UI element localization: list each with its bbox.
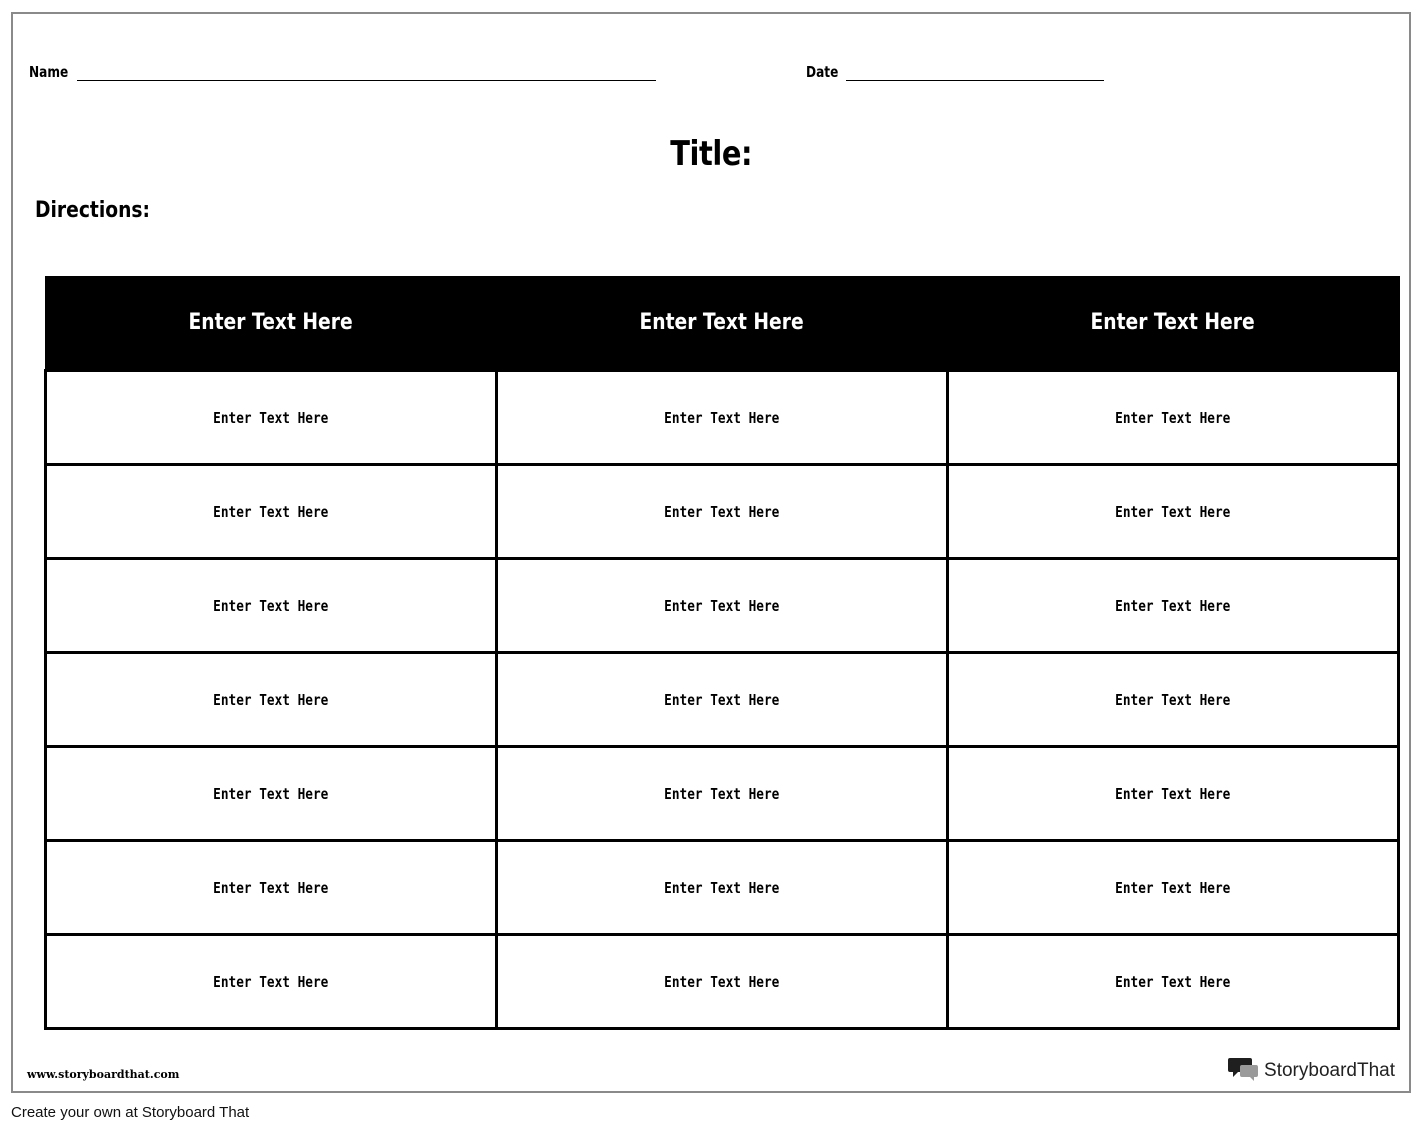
table-header-row [46, 276, 1399, 371]
table-cell[interactable]: Enter Text Here [46, 559, 497, 653]
date-line[interactable] [846, 80, 1104, 81]
table-cell[interactable]: Enter Text Here [46, 841, 497, 935]
table-row [46, 371, 1399, 465]
table-row [46, 465, 1399, 559]
table-header-cell[interactable]: Enter Text Here [497, 276, 948, 371]
table-cell[interactable]: Enter Text Here [948, 841, 1399, 935]
table-cell[interactable]: Enter Text Here [46, 747, 497, 841]
table-header-cell[interactable]: Enter Text Here [46, 276, 497, 371]
table-cell[interactable]: Enter Text Here [46, 371, 497, 465]
name-label: Name [29, 63, 69, 81]
storyboardthat-logo[interactable] [1228, 1056, 1395, 1086]
table-row [46, 559, 1399, 653]
table-cell[interactable]: Enter Text Here [46, 465, 497, 559]
speech-bubbles-icon [1228, 1056, 1260, 1086]
table-cell[interactable]: Enter Text Here [948, 559, 1399, 653]
table-cell[interactable]: Enter Text Here [497, 465, 948, 559]
table-cell[interactable]: Enter Text Here [948, 653, 1399, 747]
directions-label: Directions: [35, 198, 151, 223]
table-row [46, 841, 1399, 935]
table-cell[interactable]: Enter Text Here [497, 559, 948, 653]
table-header-cell[interactable]: Enter Text Here [948, 276, 1399, 371]
table-cell[interactable]: Enter Text Here [497, 841, 948, 935]
table-cell[interactable]: Enter Text Here [497, 935, 948, 1029]
table-cell[interactable]: Enter Text Here [497, 653, 948, 747]
table-cell[interactable]: Enter Text Here [46, 935, 497, 1029]
date-label: Date [806, 63, 839, 81]
table-row [46, 747, 1399, 841]
name-line[interactable] [77, 80, 656, 81]
page-title: Title: [670, 134, 752, 174]
table-cell[interactable]: Enter Text Here [948, 935, 1399, 1029]
table-cell[interactable]: Enter Text Here [948, 465, 1399, 559]
table-cell[interactable]: Enter Text Here [46, 653, 497, 747]
worksheet-table [44, 276, 1400, 1030]
table-cell[interactable]: Enter Text Here [497, 747, 948, 841]
table-cell[interactable]: Enter Text Here [948, 747, 1399, 841]
footer-url[interactable]: www.storyboardthat.com [27, 1068, 180, 1081]
table-row [46, 935, 1399, 1029]
worksheet-page [11, 12, 1411, 1093]
credit-text[interactable]: Create your own at Storyboard That [11, 1104, 250, 1121]
table-row [46, 653, 1399, 747]
table-cell[interactable]: Enter Text Here [948, 371, 1399, 465]
table-cell[interactable]: Enter Text Here [497, 371, 948, 465]
logo-wordmark: StoryboardThat [1264, 1060, 1395, 1081]
